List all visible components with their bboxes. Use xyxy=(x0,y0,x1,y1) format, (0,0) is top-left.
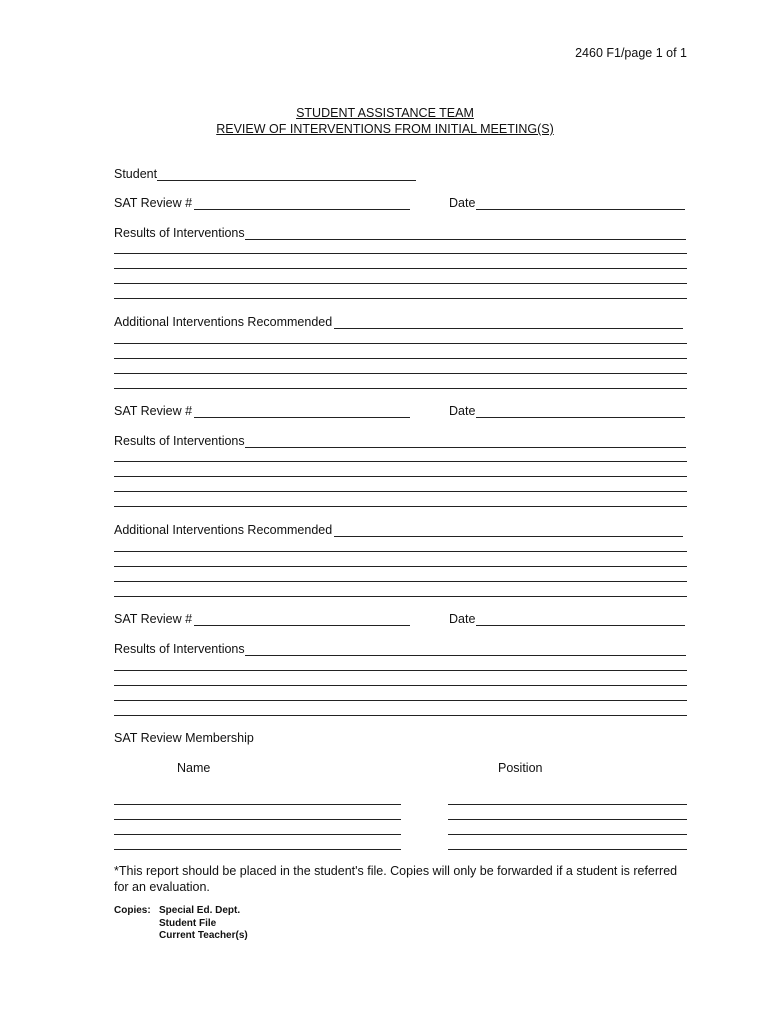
membership-heading: SAT Review Membership xyxy=(114,731,254,745)
results-line[interactable] xyxy=(114,283,687,284)
member-position-line[interactable] xyxy=(448,804,687,805)
filing-note: *This report should be placed in the student's file. Copies will only be forwarded if a student is referred for an evaluation. xyxy=(114,864,678,894)
form-subtitle: REVIEW OF INTERVENTIONS FROM INITIAL MEETING(S) xyxy=(216,122,554,136)
additional-line[interactable] xyxy=(114,551,687,552)
copies-item: Special Ed. Dept. xyxy=(159,905,241,916)
date-field-line[interactable] xyxy=(476,209,685,210)
member-name-line[interactable] xyxy=(114,849,401,850)
sat-review-field-line[interactable] xyxy=(194,209,410,210)
member-name-line[interactable] xyxy=(114,834,401,835)
sat-review-field-line[interactable] xyxy=(194,625,410,626)
additional-line[interactable] xyxy=(114,388,687,389)
results-field-line[interactable] xyxy=(245,447,686,448)
additional-label: Additional Interventions Recommended xyxy=(114,315,333,329)
student-label: Student xyxy=(114,167,158,181)
results-line[interactable] xyxy=(114,298,687,299)
member-name-line[interactable] xyxy=(114,819,401,820)
member-name-line[interactable] xyxy=(114,804,401,805)
results-label: Results of Interventions xyxy=(114,642,245,656)
sat-review-label: SAT Review # xyxy=(114,196,193,210)
copies-block xyxy=(114,905,248,943)
results-line[interactable] xyxy=(114,268,687,269)
additional-field-line[interactable] xyxy=(334,536,683,537)
results-line[interactable] xyxy=(114,670,687,671)
date-label: Date xyxy=(449,196,476,210)
date-label: Date xyxy=(449,612,476,626)
results-line[interactable] xyxy=(114,715,687,716)
additional-line[interactable] xyxy=(114,358,687,359)
additional-line[interactable] xyxy=(114,581,687,582)
copies-list xyxy=(159,905,248,943)
date-field-line[interactable] xyxy=(476,625,685,626)
additional-line[interactable] xyxy=(114,596,687,597)
sat-review-field-line[interactable] xyxy=(194,417,410,418)
results-line[interactable] xyxy=(114,506,687,507)
additional-line[interactable] xyxy=(114,373,687,374)
results-field-line[interactable] xyxy=(245,239,686,240)
additional-line[interactable] xyxy=(114,566,687,567)
sat-review-label: SAT Review # xyxy=(114,612,193,626)
additional-field-line[interactable] xyxy=(334,328,683,329)
date-field-line[interactable] xyxy=(476,417,685,418)
results-label: Results of Interventions xyxy=(114,434,245,448)
copies-label: Copies: xyxy=(114,905,151,916)
form-title: STUDENT ASSISTANCE TEAM xyxy=(296,106,474,120)
results-line[interactable] xyxy=(114,685,687,686)
results-line[interactable] xyxy=(114,700,687,701)
page-reference: 2460 F1/page 1 of 1 xyxy=(575,46,687,60)
position-column-header: Position xyxy=(498,761,543,775)
results-line[interactable] xyxy=(114,461,687,462)
member-position-line[interactable] xyxy=(448,849,687,850)
additional-line[interactable] xyxy=(114,343,687,344)
member-position-line[interactable] xyxy=(448,834,687,835)
results-line[interactable] xyxy=(114,253,687,254)
results-label: Results of Interventions xyxy=(114,226,245,240)
additional-label: Additional Interventions Recommended xyxy=(114,523,333,537)
student-field-line[interactable] xyxy=(157,180,416,181)
copies-item: Current Teacher(s) xyxy=(159,930,248,941)
date-label: Date xyxy=(449,404,476,418)
results-line[interactable] xyxy=(114,476,687,477)
results-field-line[interactable] xyxy=(245,655,686,656)
copies-item: Student File xyxy=(159,917,217,929)
member-position-line[interactable] xyxy=(448,819,687,820)
results-line[interactable] xyxy=(114,491,687,492)
sat-review-label: SAT Review # xyxy=(114,404,193,418)
name-column-header: Name xyxy=(177,761,211,775)
